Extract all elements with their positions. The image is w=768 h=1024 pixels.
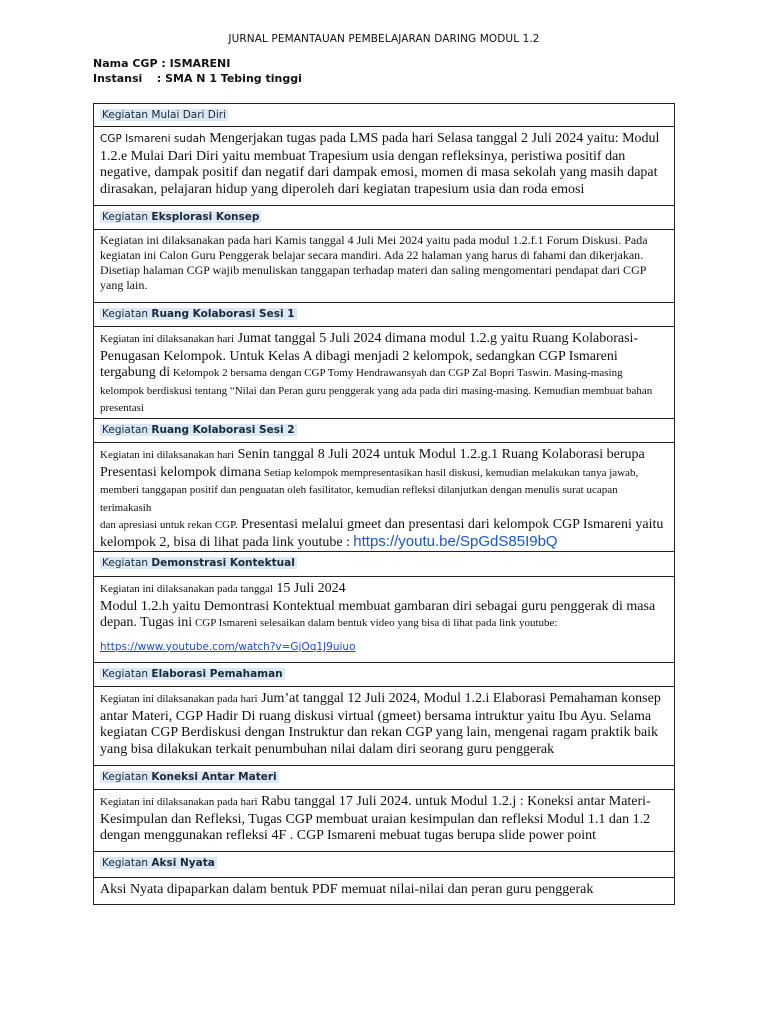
section-header-elaborasi-pemahaman [94,663,675,687]
nama-cgp-row [93,57,230,70]
section-body-koneksi-antar-materi: Kegiatan ini dilaksanakan pada hari Rabu tanggal 17 Juli 2024. untuk Modul 1.2.j : Koneksi antar Materi- Kesimpulan dan Refleksi, Tugas CGP membuat uraian kesimpulan dan refleksi Modul 1.1 dan 1.2 dengan menggunakan refleksi 4F . CGP Ismareni mebuat tugas berupa slide power point [94,790,675,852]
section-body-aksi-nyata: Aksi Nyata dipaparkan dalam bentuk PDF memuat nilai-nilai dan peran guru penggerak [94,878,675,905]
document-title: JURNAL PEMANTAUAN PEMBELAJARAN DARING MODUL 1.2 [228,33,540,45]
section-body-demonstrasi-kontektual: Kegiatan ini dilaksanakan pada tanggal 15 Juli 2024 Modul 1.2.h yaitu Demontrasi Kontektual membuat gambaran diri sebagai guru penggerak di masa depan. Tugas ini CGP Ismareni selesaikan dalam bentuk video yang bisa di lihat pada link youtube: https://www.youtube.com/watch?v=GjOq1J9uiuo [94,577,675,663]
section-body-eksplorasi-konsep: Kegiatan ini dilaksanakan pada hari Kamis tanggal 4 Juli Mei 2024 yaitu pada modul 1.2.f.1 Forum Diskusi. Pada kegiatan ini Calon Guru Penggerak belajar secara mandiri. Ada 22 halaman yang harus di fahami dan dikerjakan. Disetiap halaman CGP wajib menuliskan tanggapan terhadap materi dan saling mengomentari pendapat dari CGP yang lain. [94,230,675,303]
section-body-mulai-dari-diri: CGP Ismareni sudah Mengerjakan tugas pada LMS pada hari Selasa tanggal 2 Juli 2024 yaitu: Modul 1.2.e Mulai Dari Diri yaitu membuat Trapesium usia dengan refleksinya, peristiwa positif dan negative, dampak positif dan negatif dari dampak emosi, momen di masa sekolah yang masih dapat dirasakan, pelajaran hidup yang diperoleh dari kegiatan trapesium usia dan roda emosi [94,127,675,206]
nama-cgp-value: : ISMARENI [161,57,231,70]
youtube-link-presentasi[interactable]: https://youtu.be/SpGdS85I9bQ [353,532,558,550]
instansi-row [93,72,302,85]
section-body-elaborasi-pemahaman: Kegiatan ini dilaksanakan pada hari Jum’at tanggal 12 Juli 2024, Modul 1.2.i Elaborasi Pemahaman konsep antar Materi, CGP Hadir Di ruang diskusi virtual (gmeet) bersama intruktur yaitu Ibu Ayu. Selama kegiatan CGP Berdiskusi dengan Instruktur dan rekan CGP yang lain, mengenai ragam praktik baik yang bisa dilakukan terkait penumbuhan nilai dalam diri seorang guru penggerak [94,687,675,766]
section-title: Kegiatan Ruang Kolaborasi Sesi 2 [102,424,295,436]
section-body-ruang-kolaborasi-1: Kegiatan ini dilaksanakan hari Jumat tanggal 5 Juli 2024 dimana modul 1.2.g yaitu Ruang Kolaborasi- Penugasan Kelompok. Untuk Kelas A dibagi menjadi 2 kelompok, sedangkan CGP Ismareni tergabung di Kelompok 2 bersama dengan CGP Tomy Hendrawansyah dan CGP Zal Bopri Taswin. Masing-masing kelompok berdiskusi tentang “Nilai dan Peran guru penggerak yang ada pada diri masing-masing. Kemudian membuat bahan presentasi [94,327,675,419]
section-header-eksplorasi-konsep [94,206,675,230]
section-title: Kegiatan Eksplorasi Konsep [102,211,260,223]
section-title: Kegiatan Demonstrasi Kontektual [102,557,295,569]
section-title: Kegiatan Koneksi Antar Materi [102,771,277,783]
section-header-mulai-dari-diri [94,104,675,127]
section-header-ruang-kolaborasi-1 [94,303,675,327]
section-body-ruang-kolaborasi-2: Kegiatan ini dilaksanakan hari Senin tanggal 8 Juli 2024 untuk Modul 1.2.g.1 Ruang Kolaborasi berupa Presentasi kelompok dimana Setiap kelompok mempresentasikan hasil diskusi, kemudian melakukan tanya jawab, memberi tanggapan positif dan penguatan oleh fasilitator, kemudian refleksi dilanjutkan dengan menulis surat ucapan terimakasih dan apresiasi untuk rekan CGP. Presentasi melalui gmeet dan presentasi dari kelompok CGP Ismareni yaitu kelompok 2, bisa di lihat pada link youtube : https://youtu.be/SpGdS85I9bQ [94,443,675,552]
section-header-demonstrasi-kontektual [94,552,675,577]
instansi-label: Instansi [93,72,143,85]
youtube-link-video[interactable]: https://www.youtube.com/watch?v=GjOq1J9uiuo [100,640,356,653]
nama-cgp-label: Nama CGP [93,57,158,70]
section-title: Kegiatan Ruang Kolaborasi Sesi 1 [102,308,295,320]
instansi-value: : SMA N 1 Tebing tinggi [156,72,302,85]
journal-table [93,103,675,905]
section-header-ruang-kolaborasi-2 [94,419,675,443]
section-header-koneksi-antar-materi [94,766,675,790]
section-title: Kegiatan Mulai Dari Diri [102,109,227,121]
section-title: Kegiatan Aksi Nyata [102,857,215,869]
section-title: Kegiatan Elaborasi Pemahaman [102,668,283,680]
section-header-aksi-nyata [94,852,675,878]
